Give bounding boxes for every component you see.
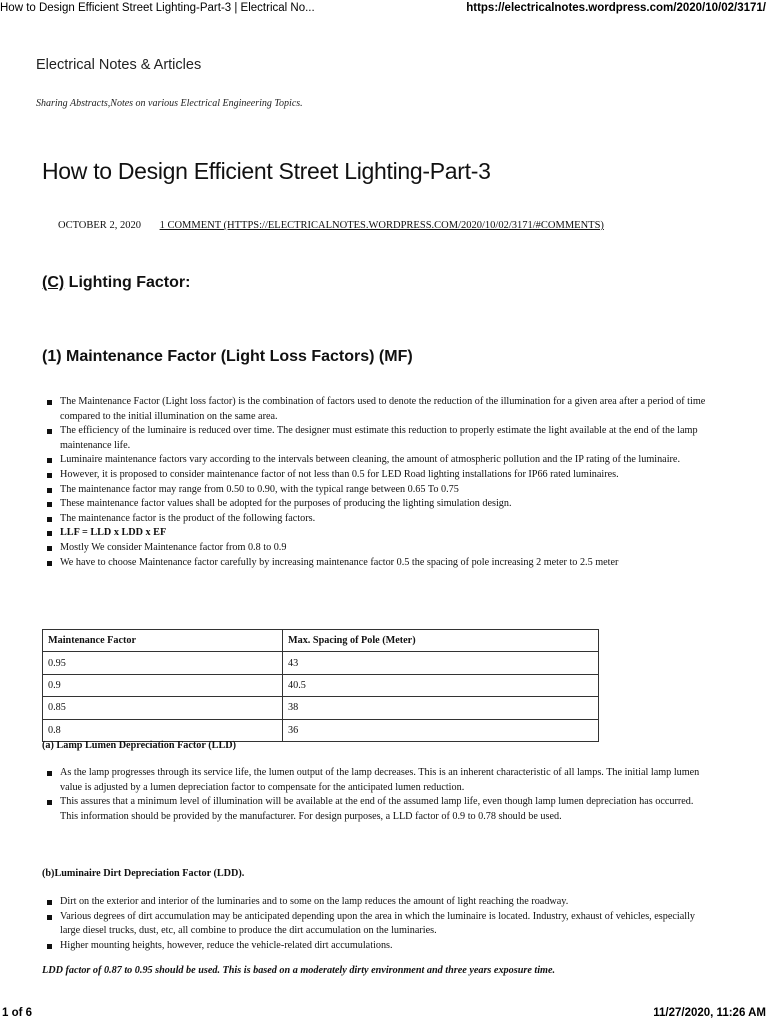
bullet-icon — [47, 944, 52, 949]
section-heading-prefix: (C) — [42, 274, 65, 291]
comments-link[interactable]: 1 COMMENT (HTTPS://ELECTRICALNOTES.WORDPRESS.COM/2020/10/02/3171/#COMMENTS) — [159, 220, 604, 231]
list-item-text: Higher mounting heights, however, reduce the vehicle-related dirt accumulations. — [60, 939, 393, 951]
bullet-icon — [47, 561, 52, 566]
list-item — [47, 541, 707, 556]
table-row — [43, 652, 599, 674]
post-meta — [58, 220, 604, 231]
section-heading-lighting-factor — [42, 274, 190, 292]
list-item — [47, 512, 707, 527]
ldd-note: LDD factor of 0.87 to 0.95 should be used. This is based on a moderately dirty environment and three years exposure time. — [42, 965, 556, 976]
table-row — [43, 697, 599, 719]
maintenance-factor-list — [47, 395, 707, 570]
list-item-text: Various degrees of dirt accumulation may be anticipated depending upon the area in which the luminaire is located. Industry, exhaust of vehicles, especially large diesel trucks, dust, etc, all combine to produce the dirt accumulation on the luminaries. — [60, 910, 695, 937]
table-row — [43, 719, 599, 741]
bullet-icon — [47, 458, 52, 463]
list-item — [47, 766, 707, 795]
list-item — [47, 468, 707, 483]
list-item-text: We have to choose Maintenance factor carefully by increasing maintenance factor 0.5 the spacing of pole increasing 2 meter to 2.5 meter — [60, 556, 619, 568]
list-item — [47, 556, 707, 571]
bullet-icon — [47, 546, 52, 551]
print-footer-page: 1 of 6 — [2, 1007, 33, 1019]
table-cell: 0.8 — [43, 719, 283, 741]
maintenance-factor-table — [42, 629, 599, 742]
table-header-row — [43, 630, 599, 652]
subheading-ldd: (b)Luminaire Dirt Depreciation Factor (LDD). — [42, 868, 245, 879]
bullet-icon — [47, 400, 52, 405]
table-cell: 43 — [283, 652, 599, 674]
table-cell: 0.9 — [43, 674, 283, 696]
list-item — [47, 497, 707, 512]
list-item-text: As the lamp progresses through its service life, the lumen output of the lamp decreases. This is an inherent characteristic of all lamps. The initial lamp lumen value is adjusted by a lumen depreciation factor to compensate for the anticipated lumen reduction. — [60, 767, 700, 793]
bullet-icon — [47, 771, 52, 776]
list-item — [47, 795, 707, 824]
bullet-icon — [47, 800, 52, 805]
table-cell: 38 — [283, 697, 599, 719]
post-title: How to Design Efficient Street Lighting-Part-3 — [42, 158, 491, 184]
section-heading-rest: Lighting Factor: — [64, 274, 191, 291]
list-item-text: These maintenance factor values shall be adopted for the purposes of producing the lighting simulation design. — [60, 498, 512, 510]
list-item — [47, 895, 707, 910]
bullet-icon — [47, 429, 52, 434]
list-item — [47, 453, 707, 468]
list-item — [47, 483, 707, 498]
list-item-text: The Maintenance Factor (Light loss factor) is the combination of factors used to denote the reduction of the illumination for a given area after a period of time compared to the initial illumination on the same area. — [60, 396, 706, 422]
site-tagline: Sharing Abstracts,Notes on various Electrical Engineering Topics. — [36, 98, 303, 109]
bullet-icon — [47, 915, 52, 920]
list-item-text: Luminaire maintenance factors vary according to the intervals between cleaning, the amount of atmospheric pollution and the IP rating of the luminaire. — [60, 454, 680, 466]
table-row — [43, 674, 599, 696]
table-cell: 40.5 — [283, 674, 599, 696]
site-title[interactable]: Electrical Notes & Articles — [36, 57, 202, 73]
bullet-icon — [47, 502, 52, 507]
section-heading-maintenance-factor: (1) Maintenance Factor (Light Loss Factors) (MF) — [42, 348, 413, 365]
table-header-cell: Maintenance Factor — [43, 630, 283, 652]
list-item-text: The maintenance factor may range from 0.50 to 0.90, with the typical range between 0.65 To 0.75 — [60, 483, 459, 495]
lld-list — [47, 766, 707, 824]
subheading-lld: (a) Lamp Lumen Depreciation Factor (LLD) — [42, 740, 237, 751]
list-item — [47, 424, 707, 453]
table-header-cell: Max. Spacing of Pole (Meter) — [283, 630, 599, 652]
table-cell: 0.95 — [43, 652, 283, 674]
table-cell: 36 — [283, 719, 599, 741]
bullet-icon — [47, 900, 52, 905]
list-item — [47, 395, 707, 424]
list-item-text: The maintenance factor is the product of the following factors. — [60, 512, 316, 524]
print-footer-datetime: 11/27/2020, 11:26 AM — [653, 1007, 766, 1019]
bullet-icon — [47, 473, 52, 478]
post-date[interactable]: OCTOBER 2, 2020 — [58, 220, 141, 231]
ldd-list — [47, 895, 707, 953]
print-header-title: How to Design Efficient Street Lighting-Part-3 | Electrical No... — [0, 2, 315, 14]
list-item-text: However, it is proposed to consider maintenance factor of not less than 0.5 for LED Road lighting installations for IP66 rated luminaires. — [60, 468, 619, 480]
list-item-text: LLF = LLD x LDD x EF — [60, 527, 167, 539]
bullet-icon — [47, 531, 52, 536]
list-item — [47, 910, 707, 939]
print-header-url[interactable]: https://electricalnotes.wordpress.com/2020/10/02/3171/ — [466, 2, 766, 14]
bullet-icon — [47, 517, 52, 522]
list-item — [47, 939, 707, 954]
list-item-text: The efficiency of the luminaire is reduced over time. The designer must estimate this reduction to properly estimate the light available at the end of the lamp maintenance life. — [60, 425, 698, 451]
table-cell: 0.85 — [43, 697, 283, 719]
bullet-icon — [47, 488, 52, 493]
list-item-text: Dirt on the exterior and interior of the luminaries and to some on the lamp reduces the amount of light reaching the roadway. — [60, 896, 569, 907]
list-item-formula — [47, 526, 707, 541]
list-item-text: Mostly We consider Maintenance factor from 0.8 to 0.9 — [60, 541, 287, 553]
list-item-text: This assures that a minimum level of illumination will be available at the end of the assumed lamp life, even though lamp lumen depreciation has occurred. This information should be provided by the manufacturer. For design purposes, a LLD factor of 0.9 to 0.78 should be used. — [60, 796, 694, 822]
